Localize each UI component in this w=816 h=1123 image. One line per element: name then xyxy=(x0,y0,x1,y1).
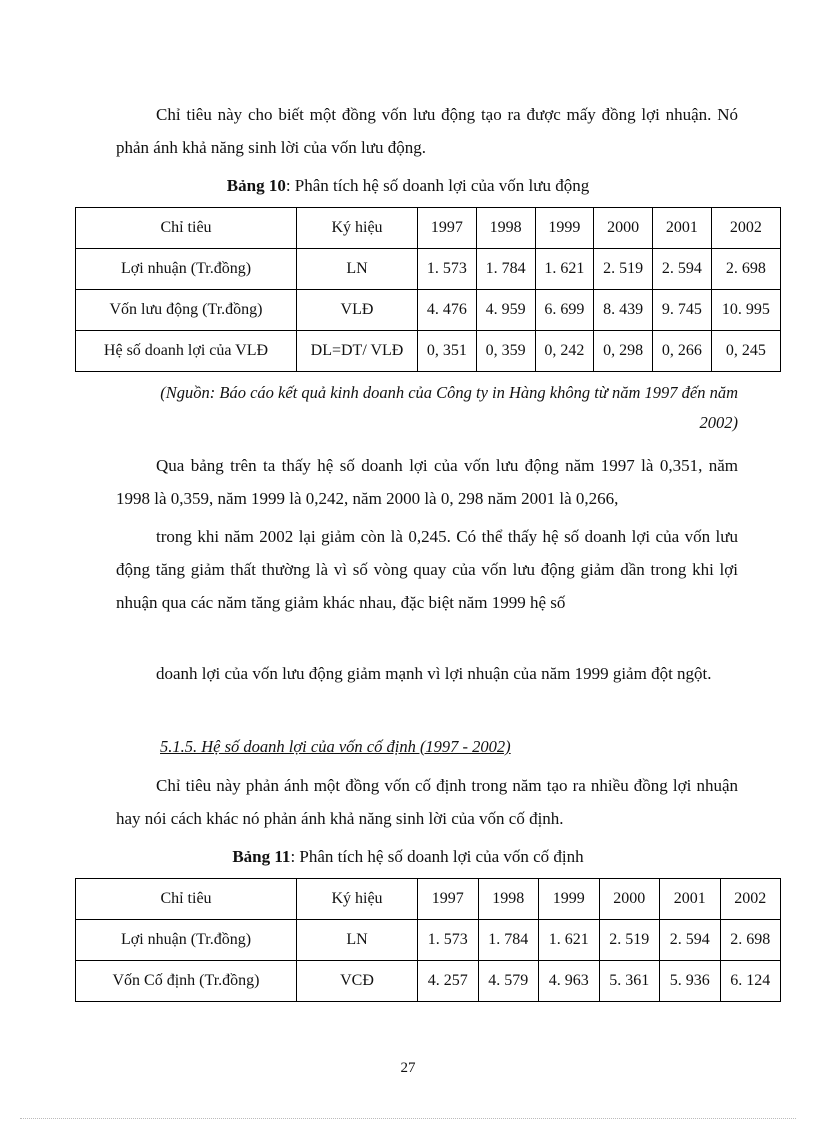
table-header-cell: 2002 xyxy=(711,208,780,249)
table-row xyxy=(76,961,781,1002)
table-cell: 0, 242 xyxy=(535,331,594,372)
table-header-cell: Ký hiệu xyxy=(297,879,418,920)
table11-caption xyxy=(0,847,816,867)
table-cell: Lợi nhuận (Tr.đồng) xyxy=(76,249,297,290)
table-cell: 0, 298 xyxy=(594,331,653,372)
table-cell: 1. 621 xyxy=(535,249,594,290)
table-header-cell: 1997 xyxy=(418,208,477,249)
table-header-cell: 2000 xyxy=(599,879,660,920)
table-cell: 2. 594 xyxy=(660,920,721,961)
table-header-cell: 2002 xyxy=(720,879,781,920)
table-cell: 6. 699 xyxy=(535,290,594,331)
table-header-cell: 1999 xyxy=(539,879,600,920)
table-cell: LN xyxy=(297,920,418,961)
table-row xyxy=(76,920,781,961)
table-cell: 0, 359 xyxy=(476,331,535,372)
table-header-cell: 1997 xyxy=(418,879,479,920)
table-row xyxy=(76,331,781,372)
page-number: 27 xyxy=(400,1060,416,1076)
table-cell: 1. 784 xyxy=(478,920,539,961)
table-cell: 0, 266 xyxy=(653,331,712,372)
table11-caption-text: : Phân tích hệ số doanh lợi của vốn cố định xyxy=(290,847,584,866)
table-cell: 1. 573 xyxy=(418,920,479,961)
table-cell: 10. 995 xyxy=(711,290,780,331)
paragraph-analysis-3: doanh lợi của vốn lưu động giảm mạnh vì lợi nhuận của năm 1999 giảm đột ngột. xyxy=(156,664,712,683)
table-cell: 0, 245 xyxy=(711,331,780,372)
table-cell: 1. 621 xyxy=(539,920,600,961)
table10-caption-label: Bảng 10 xyxy=(226,176,286,195)
table-cell: 4. 579 xyxy=(478,961,539,1002)
table-cell: 8. 439 xyxy=(594,290,653,331)
table-cell: Hệ số doanh lợi của VLĐ xyxy=(76,331,297,372)
table-cell: Lợi nhuận (Tr.đồng) xyxy=(76,920,297,961)
table-cell: 4. 959 xyxy=(476,290,535,331)
table-cell: 2. 594 xyxy=(653,249,712,290)
table-cell: 2. 519 xyxy=(594,249,653,290)
paragraph-intro-fixed-capital: Chỉ tiêu này phản ánh một đồng vốn cố định trong năm tạo ra nhiều đồng lợi nhuận hay nói cách khác nó phản ánh khả năng sinh lời của vốn cố định. xyxy=(116,776,738,828)
table-row xyxy=(76,249,781,290)
table-cell: 5. 361 xyxy=(599,961,660,1002)
table-cell: DL=DT/ VLĐ xyxy=(297,331,418,372)
table-cell: VLĐ xyxy=(297,290,418,331)
table-header-cell: Chỉ tiêu xyxy=(76,879,297,920)
table11-caption-label: Bảng 11 xyxy=(232,847,291,866)
table-header-row xyxy=(76,879,781,920)
table-cell: 6. 124 xyxy=(720,961,781,1002)
table-cell: 9. 745 xyxy=(653,290,712,331)
table-cell: 2. 698 xyxy=(711,249,780,290)
paragraph-analysis-1: Qua bảng trên ta thấy hệ số doanh lợi của vốn lưu động năm 1997 là 0,351, năm 1998 là 0,359, năm 1999 là 0,242, năm 2000 là 0, 298 năm 2001 là 0,266, xyxy=(116,456,738,508)
table-header-cell: Chỉ tiêu xyxy=(76,208,297,249)
table-cell: 2. 519 xyxy=(599,920,660,961)
table-header-cell: 1999 xyxy=(535,208,594,249)
table10-source-note: (Nguồn: Báo cáo kết quả kinh doanh của Công ty in Hàng không từ năm 1997 đến năm 2002) xyxy=(160,383,738,432)
paragraph-analysis-2: trong khi năm 2002 lại giảm còn là 0,245. Có thể thấy hệ số doanh lợi của vốn lưu động tăng giảm thất thường là vì số vòng quay của vốn lưu động giảm dần trong khi lợi nhuận qua các năm tăng giảm khác nhau, đặc biệt năm 1999 hệ số xyxy=(116,527,738,612)
table-cell: 4. 257 xyxy=(418,961,479,1002)
table10 xyxy=(75,207,781,372)
table-cell: VCĐ xyxy=(297,961,418,1002)
table-header-cell: Ký hiệu xyxy=(297,208,418,249)
table-cell: 5. 936 xyxy=(660,961,721,1002)
table-cell: 2. 698 xyxy=(720,920,781,961)
table11 xyxy=(75,878,781,1002)
table-header-cell: 2001 xyxy=(660,879,721,920)
table10-caption-text: : Phân tích hệ số doanh lợi của vốn lưu động xyxy=(285,176,590,195)
table-cell: 1. 784 xyxy=(476,249,535,290)
section-heading: 5.1.5. Hệ số doanh lợi của vốn cố định (1997 - 2002) xyxy=(160,737,511,756)
table-cell: Vốn Cố định (Tr.đồng) xyxy=(76,961,297,1002)
table-cell: LN xyxy=(297,249,418,290)
table-cell: 1. 573 xyxy=(418,249,477,290)
table-header-row xyxy=(76,208,781,249)
table-cell: 4. 476 xyxy=(418,290,477,331)
footer-divider xyxy=(20,1118,796,1119)
table-cell: 4. 963 xyxy=(539,961,600,1002)
table-row xyxy=(76,290,781,331)
table-header-cell: 1998 xyxy=(478,879,539,920)
paragraph-intro-working-capital: Chỉ tiêu này cho biết một đồng vốn lưu động tạo ra được mấy đồng lợi nhuận. Nó phản ánh khả năng sinh lời của vốn lưu động. xyxy=(116,105,738,157)
table-header-cell: 1998 xyxy=(476,208,535,249)
table-cell: 0, 351 xyxy=(418,331,477,372)
table10-caption xyxy=(0,176,816,196)
table-cell: Vốn lưu động (Tr.đồng) xyxy=(76,290,297,331)
table-header-cell: 2000 xyxy=(594,208,653,249)
table-header-cell: 2001 xyxy=(653,208,712,249)
